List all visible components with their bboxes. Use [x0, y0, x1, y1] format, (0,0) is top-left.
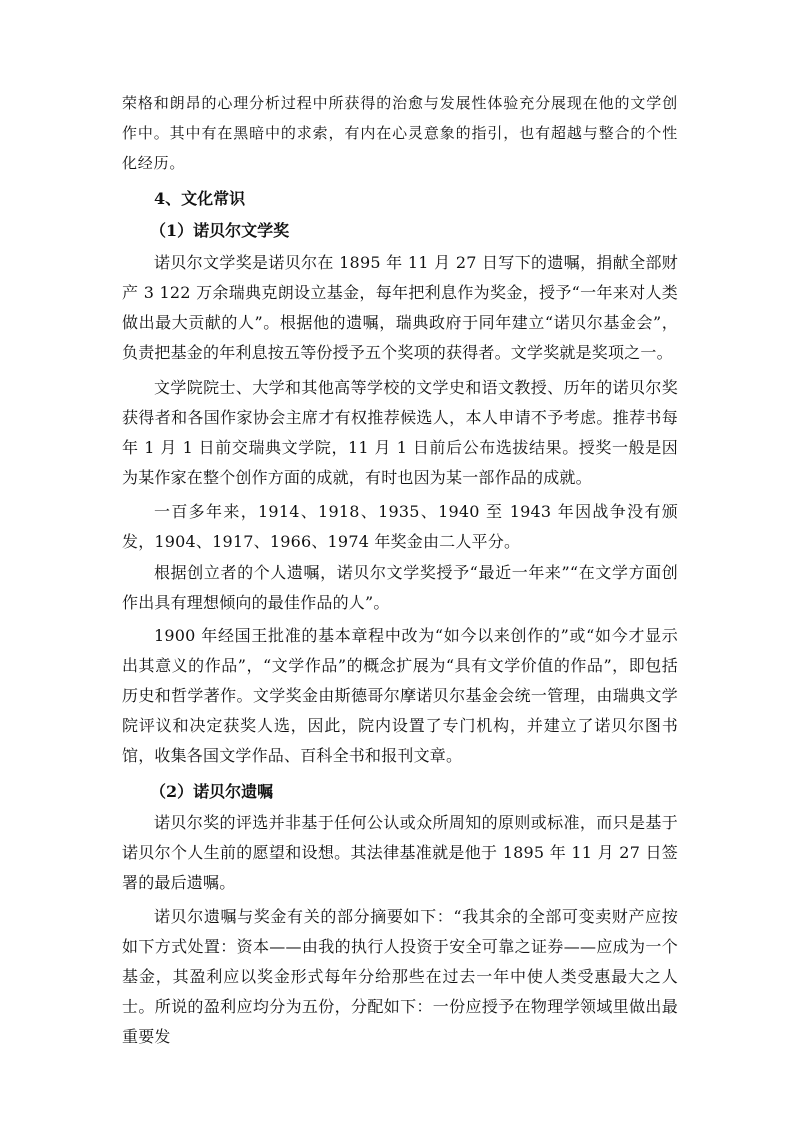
paragraph-will-excerpt: 诺贝尔遗嘱与奖金有关的部分摘要如下：“我其余的全部可变卖财产应按如下方式处置：资本——由我的执行人投资于安全可靠之证券——应成为一个基金，其盈利应以奖金形式每年分给那些在过去一年中使人类受惠最大之人士。所说的盈利应均分为五份，分配如下：一份应授予在物理学领域里做出最重要发 — [122, 907, 678, 1046]
intro-paragraph: 荣格和朗昂的心理分析过程中所获得的治愈与发展性体验充分展现在他的文学创作中。其中有在黑暗中的求索，有内在心灵意象的指引，也有超越与整合的个性化经历。 — [122, 94, 678, 172]
paragraph-charter: 1900 年经国王批准的基本章程中改为“如今以来创作的”或“如今才显示出其意义的作品”，“文学作品”的概念扩展为“具有文学价值的作品”，即包括历史和哲学著作。文学奖金由斯德哥尔摩诺贝尔基金会统一管理，由瑞典文学院评议和决定获奖人选，因此，院内设置了专门机构，并建立了诺贝尔图书馆，收集各国文学作品、百科全书和报刊文章。 — [122, 626, 678, 765]
section-heading: 4、文化常识 — [154, 189, 246, 208]
paragraph-nomination: 文学院院士、大学和其他高等学校的文学史和语文教授、历年的诺贝尔奖获得者和各国作家协会主席才有权推荐候选人，本人申请不予考虑。推荐书每年 1 月 1 日前交瑞典文学院，11 月 1 日前后公布选拔结果。授奖一般是因为某作家在整个创作方面的成就，有时也因为某一部作品的成就。 — [122, 378, 678, 487]
paragraph-selection-basis: 诺贝尔奖的评选并非基于任何公认或众所周知的原则或标准，而只是基于诺贝尔个人生前的愿望和设想。其法律基准就是他于 1895 年 11 月 27 日签署的最后遗嘱。 — [122, 813, 678, 892]
subsection-heading-nobel-will: （2）诺贝尔遗嘱 — [150, 782, 274, 801]
subsection-heading-nobel-prize: （1）诺贝尔文学奖 — [150, 221, 290, 240]
paragraph-will-criteria: 根据创立者的个人遗嘱，诺贝尔文学奖授予“最近一年来”“在文学方面创作出具有理想倾向的最佳作品的人”。 — [122, 563, 678, 612]
paragraph-history: 一百多年来，1914、1918、1935、1940 至 1943 年因战争没有颁发，1904、1917、1966、1974 年奖金由二人平分。 — [122, 502, 678, 551]
paragraph-nobel-prize-origin: 诺贝尔文学奖是诺贝尔在 1895 年 11 月 27 日写下的遗嘱，捐献全部财产 3 122 万余瑞典克朗设立基金，每年把利息作为奖金，授予“一年来对人类做出最大贡献的人”。根据他的遗嘱，瑞典政府于同年建立“诺贝尔基金会”，负责把基金的年利息按五等份授予五个奖项的获得者。文学奖就是奖项之一。 — [122, 253, 678, 362]
